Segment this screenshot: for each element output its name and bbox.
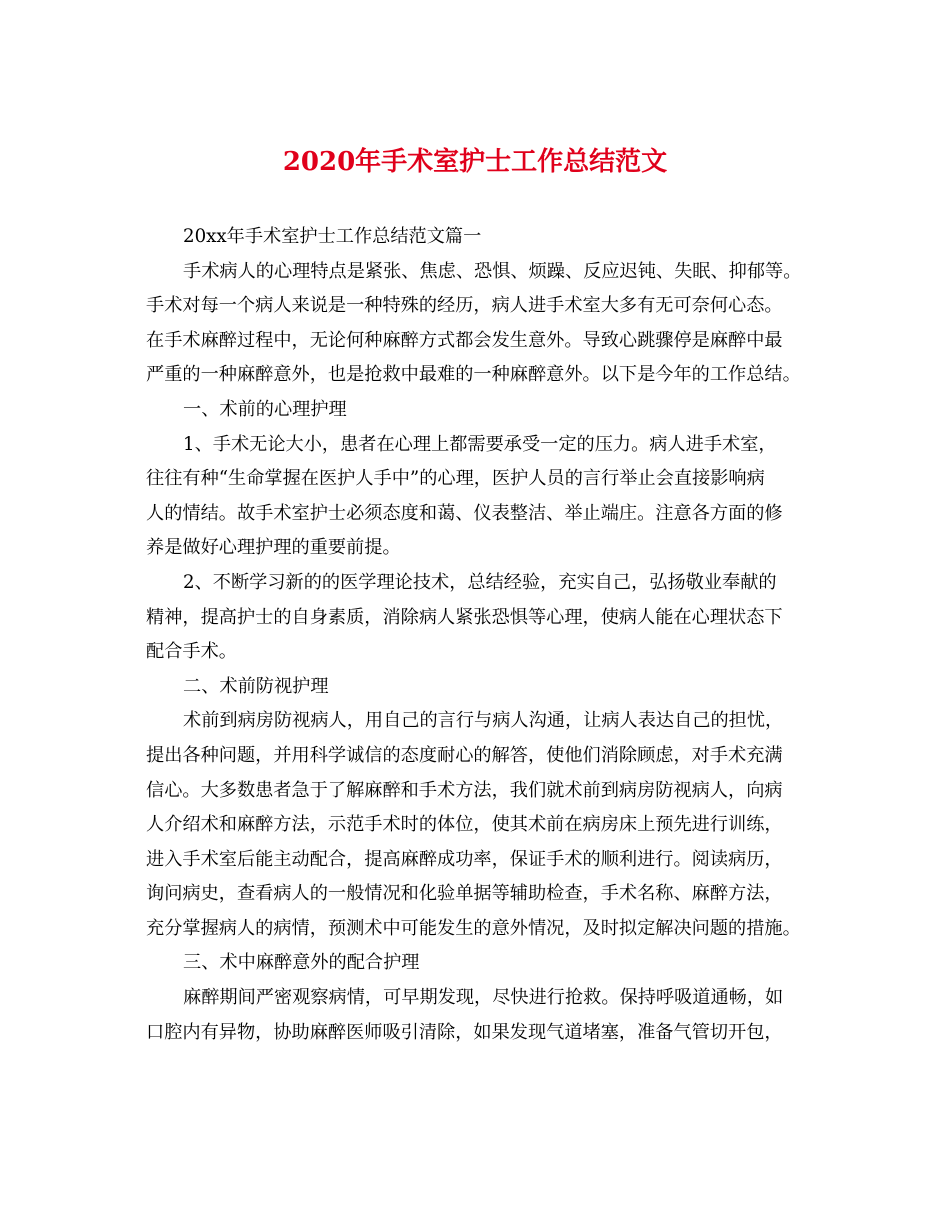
document-body <box>146 220 811 1050</box>
body-line: 精神，提高护士的自身素质，消除病人紧张恐惧等心理，使病人能在心理状态下 <box>146 606 783 628</box>
body-line: 进入手术室后能主动配合，提高麻醉成功率，保证手术的顺利进行。阅读病历， <box>146 848 783 870</box>
body-line: 养是做好心理护理的重要前提。 <box>146 537 401 559</box>
body-line: 往往有种“生命掌握在医护人手中”的心理，医护人员的言行举止会直接影响病 <box>146 468 765 490</box>
body-line: 信心。大多数患者急于了解麻醉和手术方法，我们就术前到病房防视病人，向病 <box>146 779 783 801</box>
document-title: 2020年手术室护士工作总结范文 <box>282 147 668 177</box>
body-line: 1、手术无论大小，患者在心理上都需要承受一定的压力。病人进手术室， <box>183 433 777 455</box>
body-line: 严重的一种麻醉意外，也是抢救中最难的一种麻醉意外。以下是今年的工作总结。 <box>146 364 801 386</box>
body-line: 配合手术。 <box>146 641 237 663</box>
body-line: 手术对每一个病人来说是一种特殊的经历，病人进手术室大多有无可奈何心态。 <box>146 295 783 317</box>
body-line: 手术病人的心理特点是紧张、焦虑、恐惧、烦躁、反应迟钝、失眠、抑郁等。 <box>183 260 802 282</box>
body-line: 人的情结。故手术室护士必须态度和蔼、仪表整洁、举止端庄。注意各方面的修 <box>146 502 783 524</box>
body-line: 三、术中麻醉意外的配合护理 <box>183 952 420 974</box>
body-line: 麻醉期间严密观察病情，可早期发现，尽快进行抢救。保持呼吸道通畅，如 <box>183 987 784 1009</box>
body-line: 20xx年手术室护士工作总结范文篇一 <box>183 226 482 247</box>
body-line: 在手术麻醉过程中，无论何种麻醉方式都会发生意外。导致心跳骤停是麻醉中最 <box>146 329 783 351</box>
body-line: 术前到病房防视病人，用自己的言行与病人沟通，让病人表达自己的担忧， <box>183 710 784 732</box>
body-line: 充分掌握病人的病情，预测术中可能发生的意外情况，及时拟定解决问题的措施。 <box>146 917 801 939</box>
body-line: 2、不断学习新的的医学理论技术，总结经验，充实自己，弘扬敬业奉献的 <box>183 571 777 593</box>
body-line: 二、术前防视护理 <box>183 675 329 697</box>
body-line: 询问病史，查看病人的一般情况和化验单据等辅助检查，手术名称、麻醉方法， <box>146 883 783 905</box>
body-line: 口腔内有异物，协助麻醉医师吸引清除，如果发现气道堵塞，准备气管切开包， <box>146 1021 783 1043</box>
body-line: 提出各种问题，并用科学诚信的态度耐心的解答，使他们消除顾虑，对手术充满 <box>146 744 783 766</box>
body-line: 人介绍术和麻醉方法，示范手术时的体位，使其术前在病房床上预先进行训练， <box>146 814 783 836</box>
body-line: 一、术前的心理护理 <box>183 398 347 420</box>
